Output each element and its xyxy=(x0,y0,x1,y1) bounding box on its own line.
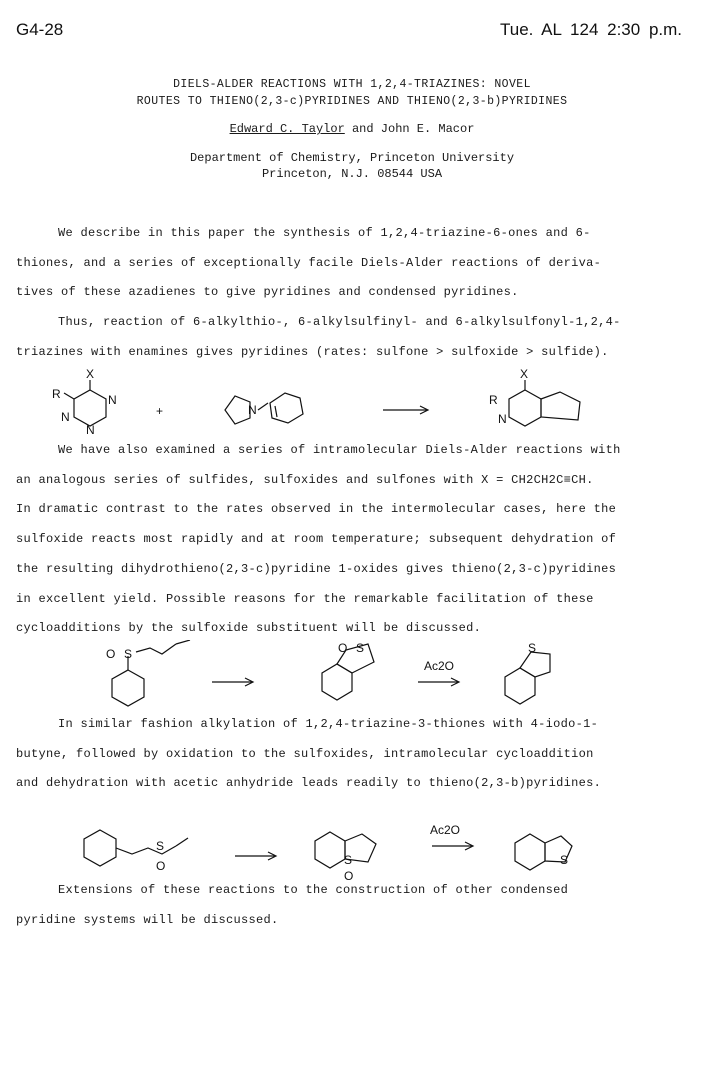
sulfur-label: S xyxy=(124,647,133,661)
scheme-3-thieno-b-pyridine xyxy=(0,820,704,882)
reagent-label: Ac2O xyxy=(424,659,455,673)
affiliation xyxy=(0,150,704,182)
text-line: pyridine systems will be discussed. xyxy=(16,912,279,927)
sulfur-label: S xyxy=(528,641,537,655)
ring-n-label: N xyxy=(108,393,117,407)
product-r-label: R xyxy=(489,393,498,407)
product-n-label: N xyxy=(498,412,507,426)
scheme-2-thieno-c-pyridine xyxy=(0,640,704,712)
sulfur-label: S xyxy=(156,839,165,853)
text-line: Extensions of these reactions to the construction of other condensed xyxy=(58,883,569,897)
paragraph-3 xyxy=(16,436,680,644)
authors xyxy=(0,122,704,136)
sulfoxide-o-label: O xyxy=(344,869,354,882)
text-line: In dramatic contrast to the rates observed in the intermolecular cases, here the xyxy=(16,502,617,517)
text-line: sulfoxide reacts most rapidly and at room temperature; subsequent dehydration of xyxy=(16,532,617,547)
ring-n-label: N xyxy=(86,423,95,437)
author-2: John E. Macor xyxy=(380,122,475,136)
paragraph-5 xyxy=(16,876,680,935)
title-line-1: DIELS-ALDER REACTIONS WITH 1,2,4-TRIAZINES: NOVEL xyxy=(173,78,531,91)
plus-sign: + xyxy=(156,404,164,418)
text-line: We describe in this paper the synthesis of 1,2,4-triazine-6-ones and 6- xyxy=(58,226,591,240)
sulfoxide-o-label: O xyxy=(338,641,348,655)
sulfoxide-o-label: O xyxy=(106,647,116,661)
text-line: an analogous series of sulfides, sulfoxides and sulfones with X = CH2CH2C≡CH. xyxy=(16,472,594,487)
text-line: tives of these azadienes to give pyridines and condensed pyridines. xyxy=(16,285,519,300)
affiliation-line-1: Department of Chemistry, Princeton University xyxy=(189,151,515,165)
reagent-label: Ac2O xyxy=(430,823,461,837)
sulfur-label: S xyxy=(344,853,353,867)
author-1: Edward C. Taylor xyxy=(229,122,345,136)
text-line: in excellent yield. Possible reasons for the remarkable facilitation of these xyxy=(16,591,594,606)
scheme-1-intermolecular xyxy=(0,368,704,438)
text-line: We have also examined a series of intramolecular Diels-Alder reactions with xyxy=(58,443,621,457)
paper-title xyxy=(0,76,704,110)
sulfur-label: S xyxy=(356,641,365,655)
text-line: triazines with enamines gives pyridines (rates: sulfone > sulfoxide > sulfide). xyxy=(16,344,609,359)
ring-n-label: N xyxy=(61,410,70,424)
text-line: and dehydration with acetic anhydride leads readily to thieno(2,3-b)pyridines. xyxy=(16,776,602,791)
text-line: butyne, followed by oxidation to the sulfoxides, intramolecular cycloaddition xyxy=(16,746,594,761)
substituent-r: R xyxy=(52,387,61,401)
paragraph-4 xyxy=(16,710,680,799)
paragraph-1 xyxy=(16,219,680,368)
text-line: the resulting dihydrothieno(2,3-c)pyridine 1-oxides gives thieno(2,3-c)pyridines xyxy=(16,561,617,576)
author-connector: and xyxy=(344,122,381,136)
enamine-n-label: N xyxy=(248,403,257,417)
substituent-x: X xyxy=(86,368,95,381)
sulfur-label: S xyxy=(560,853,569,867)
text-line: In similar fashion alkylation of 1,2,4-triazine-3-thiones with 4-iodo-1- xyxy=(58,717,599,731)
session-info: Tue. AL 124 2:30 p.m. xyxy=(499,20,682,39)
product-x-label: X xyxy=(520,368,529,381)
abstract-code: G4-28 xyxy=(16,20,64,39)
sulfoxide-o-label: O xyxy=(156,859,166,873)
affiliation-line-2: Princeton, N.J. 08544 USA xyxy=(261,167,443,181)
text-line: Thus, reaction of 6-alkylthio-, 6-alkylsulfinyl- and 6-alkylsulfonyl-1,2,4- xyxy=(58,315,621,330)
title-line-2: ROUTES TO THIENO(2,3-c)PYRIDINES AND THIENO(2,3-b)PYRIDINES xyxy=(136,95,568,108)
text-line: thiones, and a series of exceptionally facile Diels-Alder reactions of deriva- xyxy=(16,255,602,270)
text-line: cycloadditions by the sulfoxide substituent will be discussed. xyxy=(16,621,482,636)
